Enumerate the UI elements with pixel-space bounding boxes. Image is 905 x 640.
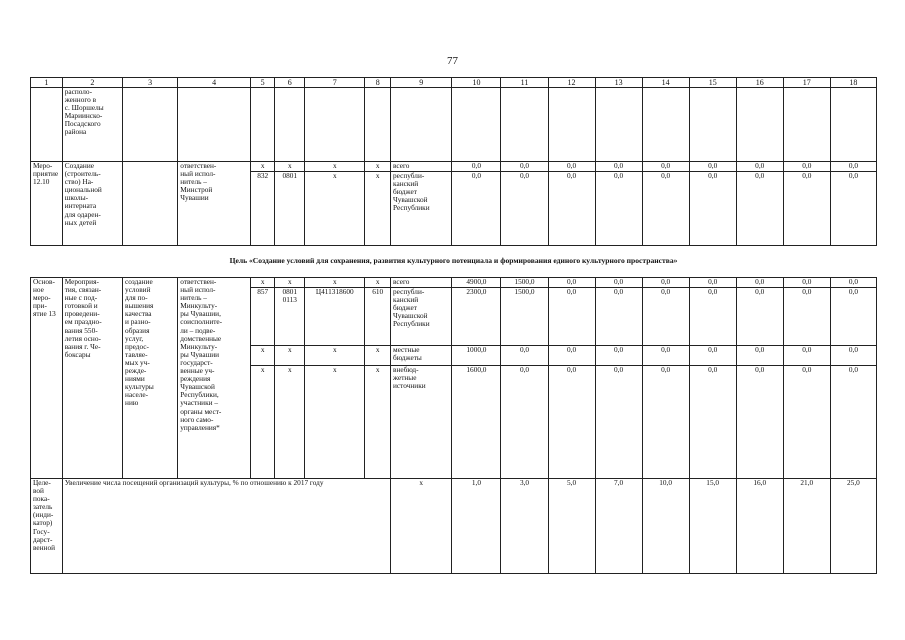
- cell-amount: 0,0: [783, 172, 830, 246]
- cell-csr: x: [305, 278, 365, 288]
- cell-executor: ответствен- ный испол- нитель – Минстрой Чувашии: [178, 162, 251, 246]
- cell-empty: [305, 88, 365, 162]
- column-number: 10: [452, 78, 501, 88]
- cell-executor: ответствен- ный испол- нитель – Минкульту- ры Чувашии, соисполните- ли – подве- домственные Минкульту- ры Чувашии государст- венные уч- реждения Чувашской Республики, участники – органы мест- ного само- управления*: [178, 278, 251, 479]
- table-row: [31, 246, 877, 278]
- cell-amount: 0,0: [501, 366, 548, 479]
- cell-csr: x: [305, 172, 365, 246]
- cell-event-name: Создание (строитель- ство) На- циональной школы- интерната для одарен- ных детей: [62, 162, 122, 246]
- cell-source: x: [391, 479, 452, 574]
- cell-amount: 0,0: [548, 172, 595, 246]
- column-number: 1: [31, 78, 63, 88]
- cell-csr: x: [305, 162, 365, 172]
- column-number: 13: [595, 78, 642, 88]
- cell-amount: 0,0: [501, 172, 548, 246]
- cell-csr: x: [305, 346, 365, 366]
- cell-indicator-value: 3,0: [501, 479, 548, 574]
- column-number: 12: [548, 78, 595, 88]
- cell-grbs: x: [250, 278, 275, 288]
- cell-amount: 0,0: [452, 172, 501, 246]
- cell-amount: 0,0: [642, 366, 689, 479]
- column-number: 6: [275, 78, 305, 88]
- cell-vr: x: [365, 278, 391, 288]
- column-number: 16: [736, 78, 783, 88]
- cell-amount: 0,0: [642, 172, 689, 246]
- column-number: 18: [830, 78, 876, 88]
- cell-indicator-value: 16,0: [736, 479, 783, 574]
- cell-grbs: x: [250, 162, 275, 172]
- column-number: 4: [178, 78, 251, 88]
- column-number: 2: [62, 78, 122, 88]
- cell-source: республи- канский бюджет Чувашской Республики: [391, 172, 452, 246]
- cell-source: республи- канский бюджет Чувашской Республики: [391, 288, 452, 346]
- cell-amount: 0,0: [689, 366, 736, 479]
- cell-indicator-value: 15,0: [689, 479, 736, 574]
- column-number: 3: [123, 78, 178, 88]
- budget-table: [30, 77, 877, 574]
- cell-amount: 0,0: [595, 288, 642, 346]
- cell-amount: 0,0: [595, 366, 642, 479]
- column-number: 9: [391, 78, 452, 88]
- cell-event-name: располо- женного в с. Шоршелы Мариинско- Посадского района: [62, 88, 122, 162]
- cell-rzpr: 0801 0113: [275, 288, 305, 346]
- cell-event-number: Меро- приятие 12.10: [31, 162, 63, 246]
- cell-rzpr: x: [275, 346, 305, 366]
- cell-rzpr: x: [275, 366, 305, 479]
- cell-empty: [275, 88, 305, 162]
- table-row: [31, 78, 877, 88]
- cell-amount: 0,0: [783, 288, 830, 346]
- cell-amount: 0,0: [642, 278, 689, 288]
- cell-csr: x: [305, 366, 365, 479]
- cell-amount: 0,0: [689, 288, 736, 346]
- cell-empty: [250, 88, 275, 162]
- cell-grbs: 857: [250, 288, 275, 346]
- cell-rzpr: x: [275, 162, 305, 172]
- cell-empty: [31, 88, 63, 162]
- cell-amount: 0,0: [689, 172, 736, 246]
- cell-amount: 0,0: [642, 162, 689, 172]
- cell-indicator-value: 5,0: [548, 479, 595, 574]
- cell-empty: [642, 88, 689, 162]
- cell-amount: 0,0: [689, 278, 736, 288]
- cell-empty: [365, 88, 391, 162]
- cell-amount: 0,0: [830, 278, 876, 288]
- cell-amount: 0,0: [830, 366, 876, 479]
- cell-goal: [123, 162, 178, 246]
- column-number: 8: [365, 78, 391, 88]
- cell-amount: 0,0: [783, 278, 830, 288]
- table-row: [31, 479, 877, 574]
- cell-vr: x: [365, 162, 391, 172]
- column-number: 5: [250, 78, 275, 88]
- cell-amount: 0,0: [689, 346, 736, 366]
- cell-amount: 0,0: [595, 346, 642, 366]
- cell-amount: 0,0: [736, 366, 783, 479]
- cell-amount: 0,0: [548, 162, 595, 172]
- cell-indicator-label: Целе- вой пока- затель (инди- катор) Госу- дарст- венной: [31, 479, 63, 574]
- cell-amount: 0,0: [642, 346, 689, 366]
- cell-amount: 0,0: [642, 288, 689, 346]
- cell-source: всего: [391, 278, 452, 288]
- cell-empty: [830, 88, 876, 162]
- cell-amount: 0,0: [548, 346, 595, 366]
- cell-amount: 4900,0: [452, 278, 501, 288]
- cell-rzpr: x: [275, 278, 305, 288]
- cell-amount: 0,0: [783, 162, 830, 172]
- cell-amount: 0,0: [595, 172, 642, 246]
- cell-amount: 1000,0: [452, 346, 501, 366]
- column-number: 17: [783, 78, 830, 88]
- cell-event-name: Мероприя- тия, связан- ные с под- готовкой и проведени- ем праздно- вания 550- летия осно- вания г. Че- боксары: [62, 278, 122, 479]
- cell-amount: 0,0: [736, 162, 783, 172]
- cell-amount: 0,0: [452, 162, 501, 172]
- cell-amount: 0,0: [736, 346, 783, 366]
- cell-empty: [548, 88, 595, 162]
- page-number: 77: [447, 55, 458, 67]
- cell-indicator-value: 1,0: [452, 479, 501, 574]
- cell-empty: [689, 88, 736, 162]
- table-row: [31, 278, 877, 288]
- cell-rzpr: 0801: [275, 172, 305, 246]
- cell-amount: 0,0: [548, 366, 595, 479]
- cell-indicator-value: 21,0: [783, 479, 830, 574]
- cell-amount: 0,0: [689, 162, 736, 172]
- cell-amount: 0,0: [783, 346, 830, 366]
- indicator-text: Увеличение числа посещений организаций культуры, % по отношению к 2017 году: [62, 479, 390, 574]
- cell-empty: [123, 88, 178, 162]
- cell-indicator-value: 10,0: [642, 479, 689, 574]
- cell-amount: 0,0: [736, 172, 783, 246]
- column-number: 11: [501, 78, 548, 88]
- cell-amount: 0,0: [736, 288, 783, 346]
- cell-amount: 0,0: [736, 278, 783, 288]
- cell-vr: 610: [365, 288, 391, 346]
- cell-amount: 0,0: [830, 288, 876, 346]
- cell-amount: 0,0: [830, 346, 876, 366]
- cell-grbs: x: [250, 366, 275, 479]
- cell-event-number: Основ- ное меро- при- ятие 13: [31, 278, 63, 479]
- cell-empty: [595, 88, 642, 162]
- cell-vr: x: [365, 172, 391, 246]
- cell-amount: 1500,0: [501, 288, 548, 346]
- cell-amount: 0,0: [830, 162, 876, 172]
- cell-source: внебюд- жетные источники: [391, 366, 452, 479]
- cell-vr: x: [365, 366, 391, 479]
- cell-vr: x: [365, 346, 391, 366]
- cell-amount: 2300,0: [452, 288, 501, 346]
- column-number: 7: [305, 78, 365, 88]
- cell-amount: 0,0: [501, 346, 548, 366]
- cell-source: местные бюджеты: [391, 346, 452, 366]
- cell-amount: 0,0: [783, 366, 830, 479]
- cell-csr: Ц411318600: [305, 288, 365, 346]
- cell-amount: 0,0: [548, 288, 595, 346]
- cell-empty: [736, 88, 783, 162]
- cell-amount: 0,0: [595, 162, 642, 172]
- cell-empty: [452, 88, 501, 162]
- table-row: [31, 88, 877, 162]
- cell-amount: 0,0: [595, 278, 642, 288]
- cell-grbs: x: [250, 346, 275, 366]
- column-number: 14: [642, 78, 689, 88]
- column-number: 15: [689, 78, 736, 88]
- cell-indicator-value: 25,0: [830, 479, 876, 574]
- cell-goal: создание условий для по- вышения качества и разно- образия услуг, предос- тавляе- мых уч- режде- ниями культуры населе- нию: [123, 278, 178, 479]
- cell-amount: 1600,0: [452, 366, 501, 479]
- cell-amount: 0,0: [548, 278, 595, 288]
- cell-source: всего: [391, 162, 452, 172]
- cell-empty: [501, 88, 548, 162]
- cell-empty: [178, 88, 251, 162]
- cell-amount: 0,0: [830, 172, 876, 246]
- cell-amount: 1500,0: [501, 278, 548, 288]
- cell-empty: [391, 88, 452, 162]
- cell-empty: [783, 88, 830, 162]
- cell-indicator-value: 7,0: [595, 479, 642, 574]
- goal-heading: Цель «Создание условий для сохранения, развития культурного потенциала и формирования единого культурного пространства»: [31, 246, 877, 278]
- cell-grbs: 832: [250, 172, 275, 246]
- table-row: [31, 162, 877, 172]
- cell-amount: 0,0: [501, 162, 548, 172]
